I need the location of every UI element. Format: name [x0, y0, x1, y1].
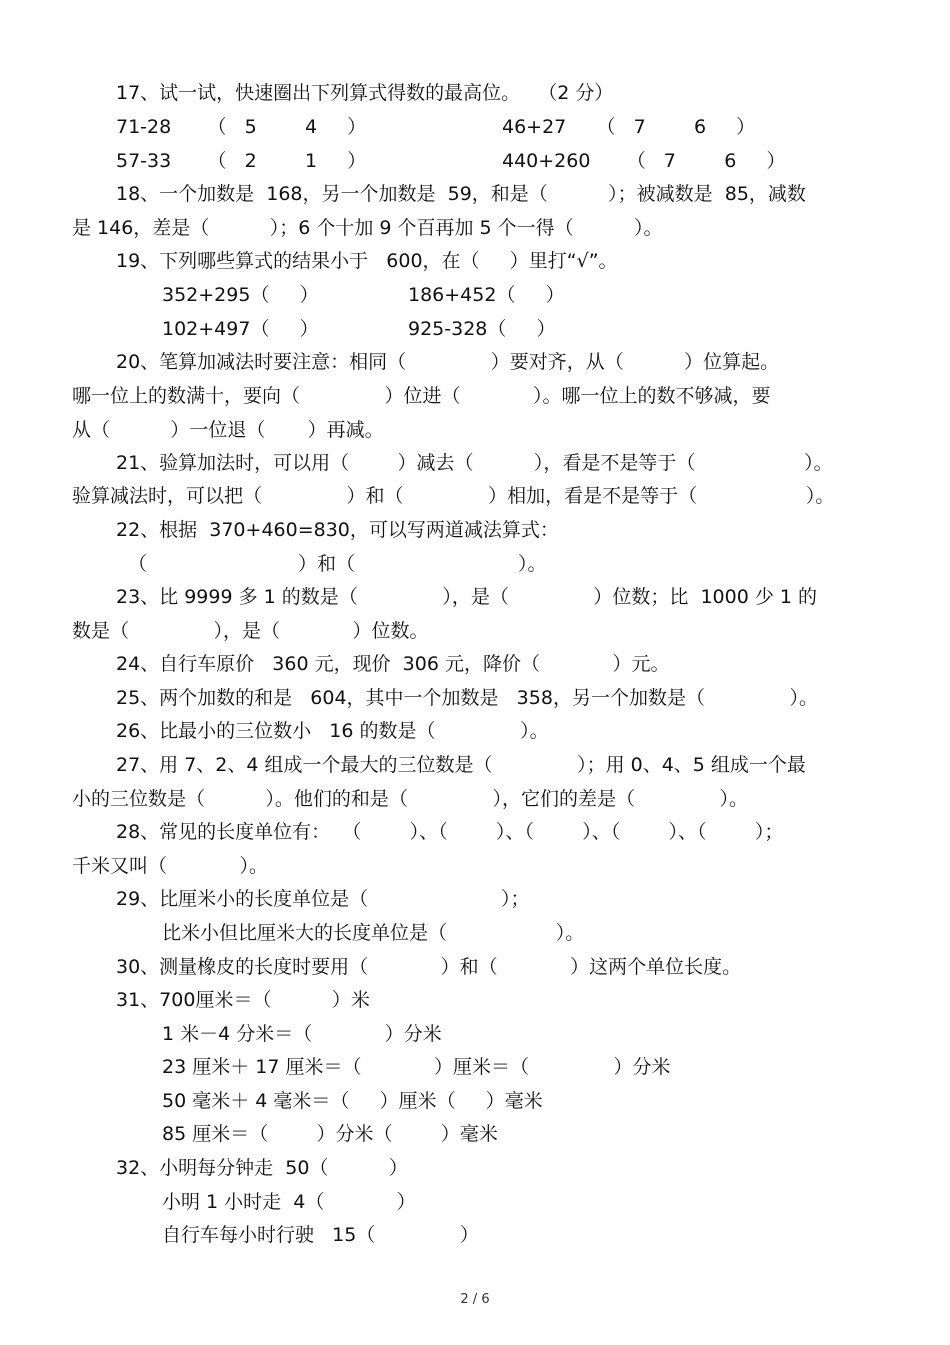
q31-line2: 1 米－4 分米＝（ ）分米: [162, 1023, 442, 1045]
q20-line2: 哪一位上的数满十，要向（ ）位进（ ）。哪一位上的数不够减，要: [72, 385, 771, 407]
q32-line2: 小明 1 小时走 4（ ）: [162, 1191, 416, 1213]
q23-line2: 数是（ ），是（ ）位数。: [72, 620, 429, 642]
q26: 26、比最小的三位数小 16 的数是（ ）。: [116, 720, 549, 742]
q31-line3: 23 厘米＋ 17 厘米＝（ ）厘米＝（ ）分米: [162, 1056, 671, 1078]
q27-line2: 小的三位数是（ ）。他们的和是（ ），它们的差是（ ）。: [72, 788, 749, 810]
q24: 24、自行车原价 360 元，现价 306 元，降价（ ）元。: [116, 653, 670, 675]
q29-line2: 比米小但比厘米大的长度单位是（ ）。: [162, 922, 585, 944]
q28-line2: 千米又叫（ ）。: [72, 855, 268, 877]
q18-line2: 是 146，差是（ ）；6 个十加 9 个百再加 5 个一得（ ）。: [72, 217, 663, 239]
q17-title: 17、试一试，快速圈出下列算式得数的最高位。 （2 分）: [116, 82, 614, 104]
q27-line1: 27、用 7、2、4 组成一个最大的三位数是（ ）；用 0、4、5 组成一个最: [116, 754, 806, 776]
q19-item3: 102+497（ ）: [162, 318, 319, 340]
q20-line3: 从（ ）一位退（ ）再减。: [72, 419, 384, 441]
q31-line1: 31、700厘米＝（ ）米: [116, 989, 370, 1011]
q28-line1: 28、常见的长度单位有： （ ）、（ ）、（ ）、（ ）、（ ）；: [116, 821, 784, 843]
q17-row1-right: 46+27 （ 7 6 ）: [502, 116, 756, 138]
q23-line1: 23、比 9999 多 1 的数是（ ），是（ ）位数；比 1000 少 1 的: [116, 586, 818, 608]
q18-line1: 18、一个加数是 168，另一个加数是 59，和是（ ）；被减数是 85，减数: [116, 183, 806, 205]
q31-line5: 85 厘米＝（ ）分米（ ）毫米: [162, 1123, 498, 1145]
q17-row2-right: 440+260 （ 7 6 ）: [502, 150, 786, 172]
q25: 25、两个加数的和是 604，其中一个加数是 358，另一个加数是（ ）。: [116, 687, 818, 709]
q32-line1: 32、小明每分钟走 50（ ）: [116, 1157, 408, 1179]
q29-line1: 29、比厘米小的长度单位是（ ）；: [116, 888, 530, 910]
q30: 30、测量橡皮的长度时要用（ ）和（ ）这两个单位长度。: [116, 956, 742, 978]
q22-line2: （ ）和（ ）。: [128, 553, 547, 575]
q32-line3: 自行车每小时行驶 15（ ）: [162, 1224, 479, 1246]
q19-item4: 925-328（ ）: [408, 318, 556, 340]
q21-line1: 21、验算加法时，可以用（ ）减去（ ），看是不是等于（ ）。: [116, 452, 833, 474]
q19-title: 19、下列哪些算式的结果小于 600，在（ ）里打“√”。: [116, 250, 618, 272]
q20-line1: 20、笔算加减法时要注意：相同（ ）要对齐，从（ ）位算起。: [116, 351, 780, 373]
q19-item1: 352+295（ ）: [162, 284, 319, 306]
q21-line2: 验算减法时，可以把（ ）和（ ）相加，看是不是等于（ ）。: [72, 485, 835, 507]
q17-row2-left: 57-33 （ 2 1 ）: [116, 150, 367, 172]
q17-row1-left: 71-28 （ 5 4 ）: [116, 116, 367, 138]
page-number: 2 / 6: [460, 1292, 490, 1307]
q19-item2: 186+452（ ）: [408, 284, 565, 306]
q31-line4: 50 毫米＋ 4 毫米＝（ ）厘米（ ）毫米: [162, 1090, 543, 1112]
q22-line1: 22、根据 370+460=830，可以写两道减法算式：: [116, 519, 559, 541]
